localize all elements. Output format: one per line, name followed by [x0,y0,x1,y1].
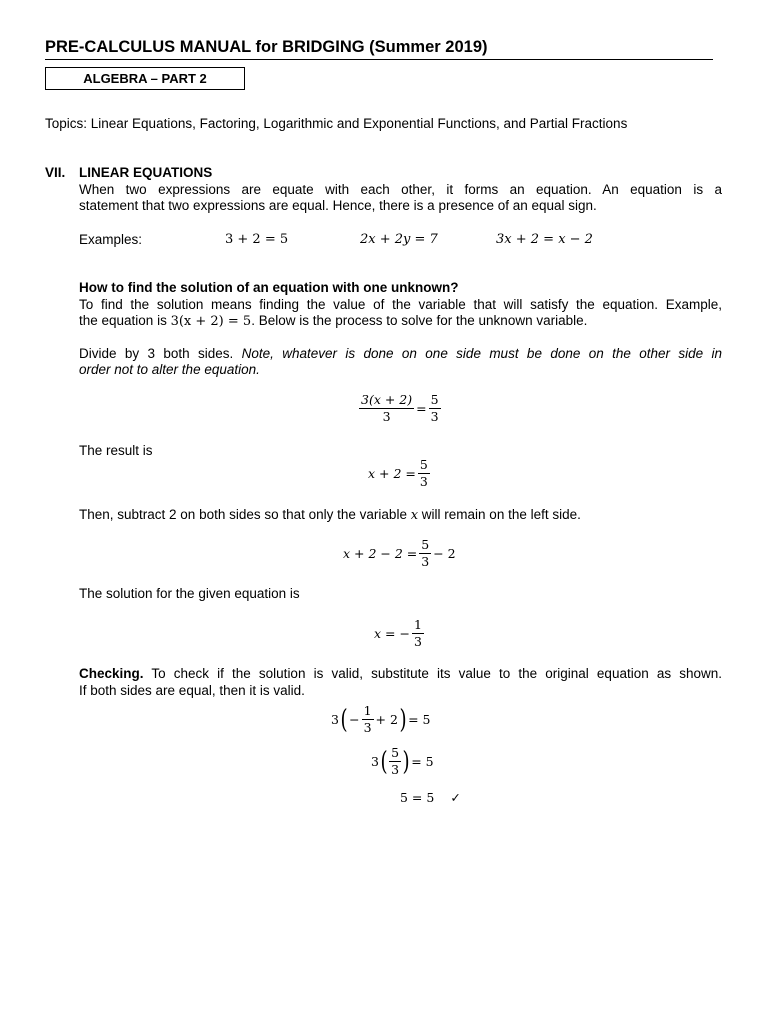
example-equation-3: 3x + 2 = x − 2 [496,232,593,247]
equation: 5 = 5 [400,790,435,805]
equation-subtract [343,538,456,569]
fraction [362,704,374,735]
fraction-numerator: 1 [363,703,372,718]
fraction-denominator: 3 [382,409,391,424]
fraction-denominator: 3 [430,409,439,424]
fraction [418,458,430,489]
equation-result [368,458,432,489]
fraction-numerator: 5 [391,745,400,760]
checking-label: Checking. [79,666,144,681]
part-label-box: ALGEBRA – PART 2 [45,67,245,90]
subtract-pre: Then, subtract 2 on both sides so that only the variable [79,507,411,522]
equation-left: x = − [374,626,410,641]
title-divider [45,59,713,60]
check-equation-1 [331,704,431,735]
check-mark-icon: ✓ [450,790,461,805]
solution-line-1: To find the solution means finding the value of the variable that will satisfy the equation. Example, [79,297,722,312]
checking-line-1 [79,666,722,683]
equation-right: − 2 [433,546,456,561]
variable-x: x [410,508,419,523]
checking-text: To check if the solution is valid, substitute its value to the original equation as shown. [143,666,722,681]
divide-line-1 [79,346,722,363]
fraction-denominator: 3 [413,634,422,649]
coefficient: 3 [371,754,379,769]
final-solution-label: The solution for the given equation is [79,586,300,601]
subtract-line [79,507,581,525]
fraction-denominator: 3 [391,762,400,777]
divide-instruction: Divide by 3 both sides. [79,346,242,361]
fraction-left [359,393,414,424]
equation-solution [374,618,426,649]
equation-left: x + 2 = [368,466,416,481]
intro-line-1: When two expressions are equate with each other, it forms an equation. An equation is a [79,182,722,197]
result-label: The result is [79,443,153,458]
page-title: PRE-CALCULUS MANUAL for BRIDGING (Summer 2019) [45,38,488,56]
fraction-denominator: 3 [419,474,428,489]
check-equation-3 [400,790,461,805]
intro-line-2: statement that two expressions are equal. Hence, there is a presence of an equal sign. [79,198,597,213]
fraction-right [429,393,441,424]
coefficient: 3 [331,712,339,727]
fraction-numerator: 5 [430,392,439,407]
check-equation-2 [371,746,434,777]
original-equation: 3(x + 2) = 5 [170,314,252,329]
section-heading: LINEAR EQUATIONS [79,165,213,180]
fraction [412,618,424,649]
fraction-denominator: 3 [421,554,430,569]
fraction-numerator: 5 [419,457,428,472]
open-paren: ( [340,704,348,735]
example-equation-1: 3 + 2 = 5 [225,232,289,247]
close-paren: ) [402,746,410,777]
plus-term: + 2 [375,712,398,727]
divide-note-2: order not to alter the equation. [79,362,260,377]
subtract-post: will remain on the left side. [418,507,581,522]
fraction-numerator: 1 [413,617,422,632]
solution-line-2 [79,313,587,331]
solution-heading: How to find the solution of an equation with one unknown? [79,280,459,295]
fraction [389,746,401,777]
equation-right: = 5 [408,712,431,727]
minus-sign: − [349,712,360,727]
close-paren: ) [399,704,407,735]
open-paren: ( [380,746,388,777]
equation-left: x + 2 − 2 = [343,546,418,561]
example-equation-2: 2x + 2y = 7 [360,232,438,247]
fraction-denominator: 3 [363,720,372,735]
solution-line-2-pre: the equation is [79,313,171,328]
checking-line-2: If both sides are equal, then it is valid. [79,683,305,698]
divide-note: Note, whatever is done on one side must be done on the other side in [241,346,722,361]
fraction-numerator: 3(x + 2) [361,392,413,407]
section-number: VII. [45,165,66,180]
fraction [419,538,431,569]
solution-line-2-post: . Below is the process to solve for the unknown variable. [251,313,588,328]
equation-right: = 5 [411,754,434,769]
examples-label: Examples: [79,232,143,247]
equation-divide: $\frac{3(x + 2)}{3}$ = $\frac{5}{3}$ [361,392,439,424]
topics-line: Topics: Linear Equations, Factoring, Logarithmic and Exponential Functions, and Partial Fractions [45,116,628,131]
fraction-numerator: 5 [421,537,430,552]
